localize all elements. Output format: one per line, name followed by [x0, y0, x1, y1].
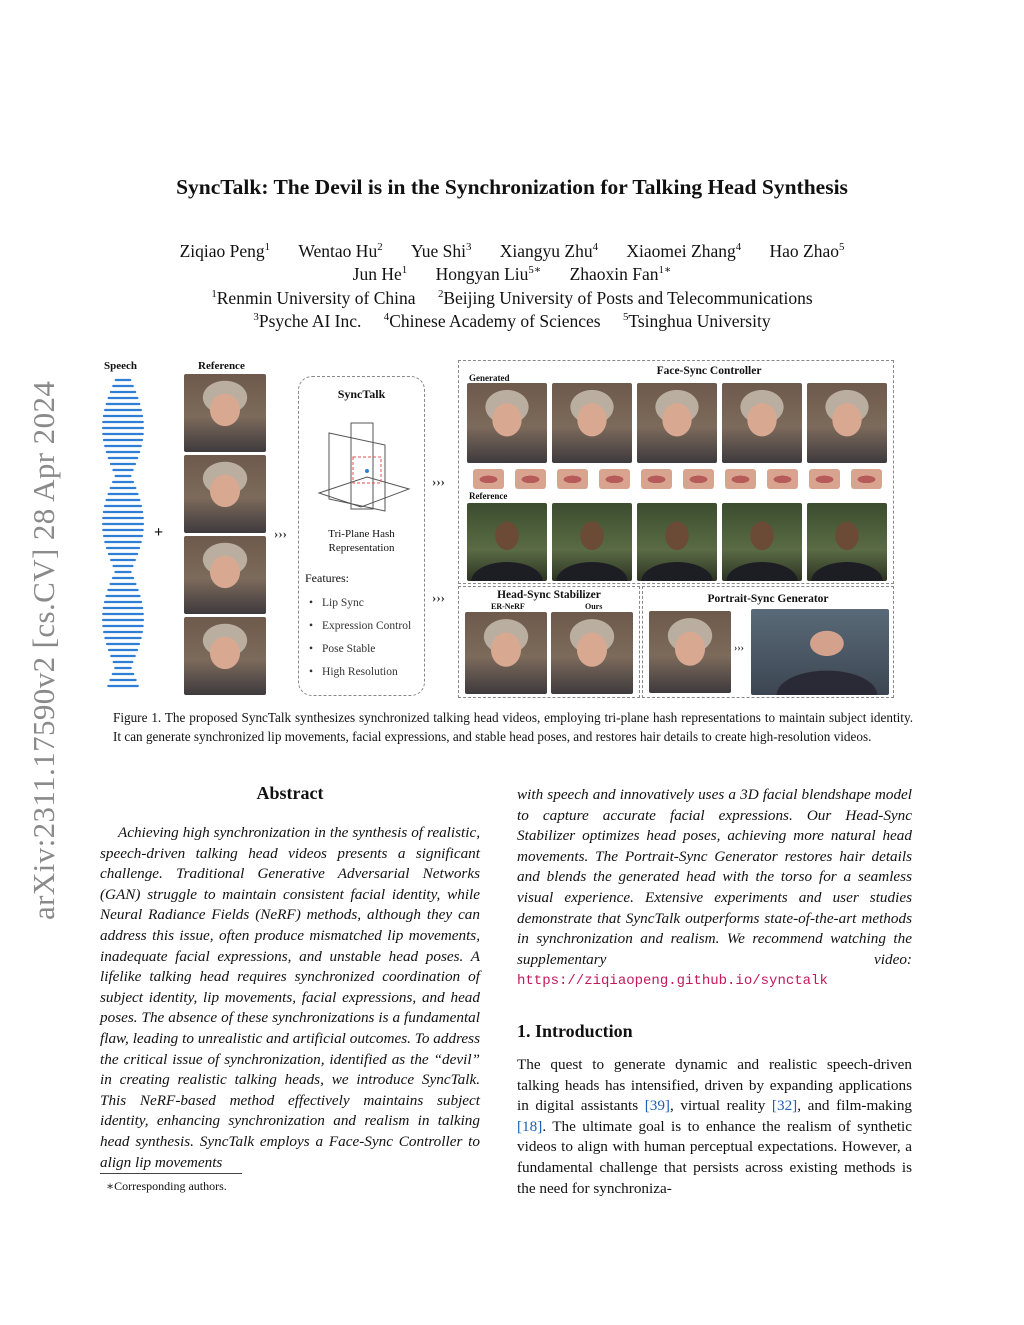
citation-link[interactable]: [39] — [644, 1097, 670, 1115]
lip-crop-image — [557, 469, 588, 489]
synctalk-label: SyncTalk — [337, 387, 386, 401]
generated-frame-image — [552, 383, 632, 463]
lip-crop-image — [809, 469, 840, 489]
features-list — [309, 597, 411, 689]
reference-video-frame-image — [807, 503, 887, 581]
supplementary-video-link[interactable]: https://ziqiaopeng.github.io/synctalk — [517, 973, 828, 990]
reference-video-frame-image — [552, 503, 632, 581]
reference-small-label: Reference — [469, 491, 508, 501]
affiliation-line-2 — [60, 311, 964, 332]
arrow-icon: ››› — [432, 590, 445, 605]
citation-link[interactable]: [18] — [517, 1117, 543, 1135]
triplane-caption: Tri-Plane Hash Representation — [328, 528, 395, 554]
head-sync-panel — [458, 586, 640, 698]
portrait-sync-title: Portrait-Sync Generator — [707, 593, 829, 605]
affiliation: $^2$Beijing University of Posts and Telecommunications — [437, 288, 813, 308]
abstract-continuation-text: with speech and innovatively uses a 3D facial blendshape model to capture accurate facial expressions. Our Head-Sync Stabilizer optimizes head poses, achieving more natural head movements. The Portrait-Sync Generator restores hair details and blends the generated head with the torso for a seamless visual experience. Extensive experiments and user studies demonstrate that SyncTalk outperforms state-of-the-art methods in synchronization and realism. We recommend watching the supplementary video: — [517, 786, 912, 968]
feature-item: • High Resolution — [309, 666, 411, 689]
affiliation: $^5$Tsinghua University — [622, 311, 771, 331]
speech-label: Speech — [104, 360, 137, 372]
generated-frame-image — [722, 383, 802, 463]
reference-frame-image — [184, 536, 266, 614]
generated-label: Generated — [469, 373, 510, 383]
lip-crop-image — [767, 469, 798, 489]
ours-label: Ours — [585, 602, 603, 611]
plus-icon: + — [154, 524, 164, 541]
lip-crop-image — [683, 469, 714, 489]
arrow-icon: ››› — [432, 474, 445, 489]
reference-frame-image — [184, 455, 266, 533]
affiliation: $^3$Psyche AI Inc. — [253, 311, 362, 331]
features-label: Features: — [305, 571, 349, 585]
generated-frame-image — [467, 383, 547, 463]
abstract-heading: Abstract — [256, 783, 324, 803]
abstract-body: Achieving high synchronization in the synthesis of realistic, speech-driven talking head videos presents a significant challenge. Traditional Generative Adversarial Networks (GAN) struggle to maintain consistent facial identity, while Neural Radiance Fields (NeRF) methods, although they can address this issue, often produce mismatched lip movements, inadequate facial expressions, and unstable head poses. A lifelike talking head requires synchronized coordination of subject identity, lip movements, facial expressions, and head poses. The absence of these synchronizations is a fundamental flaw, leading to unrealistic and artificial outcomes. To address the critical issue of synchronization, identified as the “devil” in creating realistic talking heads, we introduce SyncTalk. This NeRF-based method effectively maintains subject identity, enhancing synchronization and realism in talking head synthesis. SyncTalk employs a Face-Sync Controller to align lip movements — [100, 824, 480, 1171]
lip-crop-image — [599, 469, 630, 489]
author: Xiaomei Zhang$^4$ — [626, 241, 742, 261]
abstract-continuation — [517, 785, 912, 992]
figure-1 — [98, 356, 894, 700]
author: Xiangyu Zhu$^4$ — [499, 241, 598, 261]
feature-item: • Pose Stable — [309, 643, 411, 666]
face-sync-title: Face-Sync Controller — [656, 365, 762, 377]
lip-crop-image — [851, 469, 882, 489]
author: Ziqiao Peng$^1$ — [179, 241, 271, 261]
speech-waveform-icon — [98, 378, 148, 694]
lip-crop-image — [515, 469, 546, 489]
affiliation-line-1 — [60, 288, 964, 309]
affiliation: $^4$Chinese Academy of Sciences — [383, 311, 601, 331]
portrait-result-image — [751, 609, 889, 695]
introduction-body: The quest to generate dynamic and realistic speech-driven talking heads has intensified, driven by expanding applications in digital assistants [39], virtual reality [32], and film-making [18]. The ultimate goal is to enhance the realism of synthetic videos to align with human perceptual expectations. However, a fundamental challenge that persists across existing methods is the need for synchroniza- — [517, 1056, 913, 1197]
reference-frame-image — [184, 374, 266, 452]
er-nerf-label: ER-NeRF — [491, 602, 525, 611]
affiliation: $^1$Renmin University of China — [211, 288, 416, 308]
head-sync-title: Head-Sync Stabilizer — [497, 589, 601, 601]
introduction-heading: 1. Introduction — [517, 1021, 633, 1041]
reference-video-frame-image — [637, 503, 717, 581]
ours-result-image — [551, 612, 633, 694]
arrow-icon: ››› — [274, 526, 287, 541]
tri-plane-icon — [309, 415, 414, 525]
arxiv-stamp: arXiv:2311.17590v2 [cs.CV] 28 Apr 2024 — [26, 380, 61, 920]
author-line-2 — [60, 264, 964, 285]
portrait-sync-panel — [642, 586, 894, 698]
lip-crop-image — [641, 469, 672, 489]
paper-title: SyncTalk: The Devil is in the Synchronization for Talking Head Synthesis — [176, 175, 848, 199]
lip-crop-image — [725, 469, 756, 489]
generated-frame-image — [637, 383, 717, 463]
synctalk-box — [298, 376, 425, 696]
face-sync-panel — [458, 360, 894, 584]
footnote-rule — [100, 1173, 242, 1174]
lip-crop-image — [473, 469, 504, 489]
author: Hongyan Liu$^{5∗}$ — [435, 264, 542, 284]
author: Yue Shi$^3$ — [411, 241, 472, 261]
citation-link[interactable]: [32] — [771, 1097, 798, 1115]
author: Wentao Hu$^2$ — [298, 241, 383, 261]
reference-frame-image — [184, 617, 266, 695]
feature-item: • Lip Sync — [309, 597, 411, 620]
reference-video-frame-image — [467, 503, 547, 581]
er-nerf-result-image — [465, 612, 547, 694]
reference-label: Reference — [198, 360, 245, 372]
head-crop-image — [649, 611, 731, 693]
author: Jun He$^1$ — [352, 264, 408, 284]
reference-video-frame-image — [722, 503, 802, 581]
author: Zhaoxin Fan$^{1∗}$ — [569, 264, 672, 284]
figure-caption: Figure 1. The proposed SyncTalk synthesizes synchronized talking head videos, employing tri-plane hash representations to maintain subject identity. It can generate synchronized lip movements, facial expressions, and stable head poses, and restores hair details to create high-resolution videos. — [113, 710, 913, 744]
author-line-1 — [60, 241, 964, 262]
feature-item: • Expression Control — [309, 620, 411, 643]
arrow-icon: ››› — [734, 643, 744, 654]
generated-frame-image — [807, 383, 887, 463]
footnote: ∗Corresponding authors. — [106, 1179, 227, 1193]
author: Hao Zhao$^5$ — [769, 241, 845, 261]
